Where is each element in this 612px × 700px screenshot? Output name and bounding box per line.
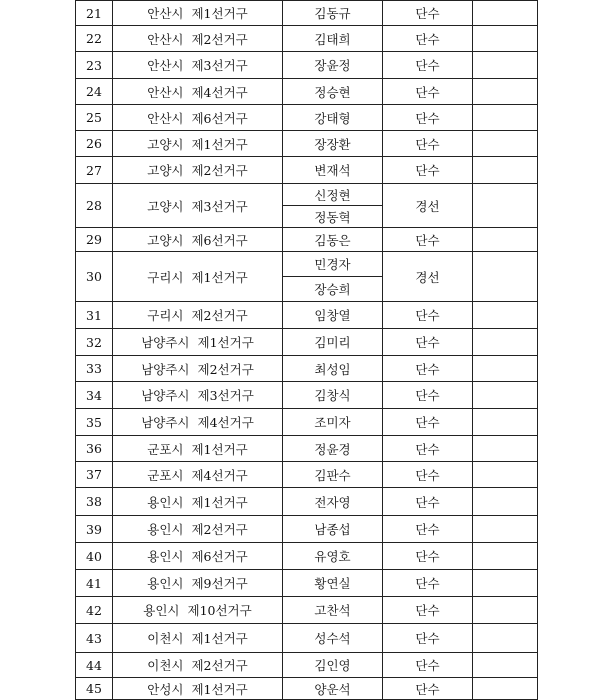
district-number: 제1선거구 <box>197 335 254 350</box>
nomination-type: 단수 <box>383 79 473 105</box>
row-number: 29 <box>76 228 113 252</box>
district-number: 제1선거구 <box>191 631 248 646</box>
nomination-type: 단수 <box>383 382 473 409</box>
candidate-table <box>75 0 538 700</box>
row-number: 38 <box>76 488 113 516</box>
nomination-type: 단수 <box>383 678 473 700</box>
note-cell <box>473 624 538 653</box>
district-number: 제1선거구 <box>191 269 248 285</box>
note-cell <box>473 382 538 409</box>
electoral-district <box>113 624 283 653</box>
candidate-name: 양운석 <box>314 681 351 697</box>
electoral-district <box>113 653 283 678</box>
electoral-district <box>113 228 283 252</box>
candidate-name: 임창열 <box>314 308 351 323</box>
row-number: 45 <box>76 678 113 700</box>
district-city: 이천시 <box>147 658 184 673</box>
candidate-name: 김판수 <box>314 467 351 483</box>
table-row <box>76 462 538 488</box>
candidate-name-list <box>283 252 382 301</box>
candidate-name: 황연실 <box>314 576 351 591</box>
district-city: 남양주시 <box>141 361 190 377</box>
candidate-name-cell <box>283 653 383 678</box>
district-number: 제1선거구 <box>191 441 248 457</box>
table-row <box>76 131 538 157</box>
candidate-name: 김창식 <box>314 388 351 403</box>
nomination-type: 단수 <box>383 228 473 252</box>
nomination-type: 단수 <box>383 1 473 26</box>
candidate-name-cell <box>283 356 383 382</box>
district-city: 안산시 <box>147 84 184 100</box>
district-city: 고양시 <box>147 198 184 214</box>
district-number: 제4선거구 <box>197 415 254 430</box>
candidate-name-cell <box>283 252 383 302</box>
table-row <box>76 356 538 382</box>
row-number: 40 <box>76 543 113 570</box>
row-number: 35 <box>76 409 113 436</box>
nomination-type: 단수 <box>383 516 473 543</box>
row-number: 31 <box>76 302 113 329</box>
nomination-type: 단수 <box>383 624 473 653</box>
note-cell <box>473 409 538 436</box>
district-number: 제9선거구 <box>191 576 248 591</box>
candidate-name: 전자영 <box>314 494 351 510</box>
district-number: 제6선거구 <box>191 549 248 564</box>
row-number: 32 <box>76 329 113 356</box>
candidate-name: 고찬석 <box>314 603 351 618</box>
district-number: 제4선거구 <box>191 84 248 100</box>
candidate-name-cell <box>283 131 383 157</box>
electoral-district <box>113 157 283 184</box>
district-city: 구리시 <box>147 308 184 323</box>
nomination-type: 단수 <box>383 329 473 356</box>
candidate-name: 김인영 <box>314 658 351 673</box>
district-number: 제1선거구 <box>191 136 248 152</box>
table-row <box>76 228 538 252</box>
district-city: 용인시 <box>147 576 184 591</box>
candidate-name-cell <box>283 570 383 597</box>
table-row <box>76 1 538 26</box>
district-city: 이천시 <box>147 631 184 646</box>
candidate-name: 정동혁 <box>283 205 382 227</box>
note-cell <box>473 570 538 597</box>
nomination-type: 단수 <box>383 356 473 382</box>
candidate-name-cell <box>283 597 383 624</box>
candidate-name: 장장환 <box>314 136 351 152</box>
table-row <box>76 653 538 678</box>
note-cell <box>473 1 538 26</box>
candidate-name: 남종섭 <box>314 522 351 537</box>
nomination-type: 단수 <box>383 488 473 516</box>
candidate-name-cell <box>283 516 383 543</box>
row-number: 30 <box>76 252 113 302</box>
candidate-name: 강태형 <box>314 110 351 126</box>
candidate-name: 김태희 <box>314 31 351 47</box>
candidate-name-cell <box>283 1 383 26</box>
nomination-type: 단수 <box>383 26 473 52</box>
row-number: 43 <box>76 624 113 653</box>
district-city: 남양주시 <box>141 388 190 403</box>
district-number: 제6선거구 <box>191 232 248 248</box>
row-number: 25 <box>76 105 113 131</box>
district-number: 제4선거구 <box>191 467 248 483</box>
electoral-district <box>113 329 283 356</box>
candidate-name-cell <box>283 184 383 228</box>
candidate-name-cell <box>283 409 383 436</box>
table-row <box>76 436 538 462</box>
note-cell <box>473 302 538 329</box>
electoral-district <box>113 105 283 131</box>
candidate-name-list <box>283 184 382 227</box>
table-row <box>76 597 538 624</box>
candidate-name: 성수석 <box>314 631 351 646</box>
district-city: 고양시 <box>147 232 184 248</box>
district-city: 안산시 <box>147 31 184 47</box>
electoral-district <box>113 409 283 436</box>
table-row <box>76 488 538 516</box>
row-number: 36 <box>76 436 113 462</box>
row-number: 21 <box>76 1 113 26</box>
note-cell <box>473 516 538 543</box>
candidate-name: 정승현 <box>314 84 351 100</box>
candidate-name-cell <box>283 488 383 516</box>
nomination-type: 단수 <box>383 131 473 157</box>
note-cell <box>473 131 538 157</box>
district-city: 용인시 <box>147 522 184 537</box>
candidate-name-cell <box>283 462 383 488</box>
district-city: 용인시 <box>143 603 180 618</box>
nomination-type: 단수 <box>383 157 473 184</box>
note-cell <box>473 228 538 252</box>
note-cell <box>473 26 538 52</box>
table-row <box>76 516 538 543</box>
note-cell <box>473 488 538 516</box>
candidate-name-cell <box>283 26 383 52</box>
candidate-name: 조미자 <box>314 415 351 430</box>
row-number: 39 <box>76 516 113 543</box>
row-number: 34 <box>76 382 113 409</box>
district-city: 용인시 <box>147 549 184 564</box>
table-row <box>76 409 538 436</box>
row-number: 37 <box>76 462 113 488</box>
note-cell <box>473 52 538 79</box>
candidate-name-cell <box>283 105 383 131</box>
row-number: 33 <box>76 356 113 382</box>
note-cell <box>473 79 538 105</box>
district-city: 구리시 <box>147 269 184 285</box>
nomination-type: 단수 <box>383 52 473 79</box>
nomination-type: 단수 <box>383 543 473 570</box>
electoral-district <box>113 1 283 26</box>
candidate-name-cell <box>283 382 383 409</box>
candidate-name: 김동은 <box>314 232 351 248</box>
electoral-district <box>113 131 283 157</box>
electoral-district <box>113 184 283 228</box>
candidate-name-cell <box>283 624 383 653</box>
candidate-name: 장윤정 <box>314 58 351 73</box>
district-city: 고양시 <box>147 163 184 178</box>
table-row <box>76 252 538 302</box>
candidate-name-cell <box>283 52 383 79</box>
row-number: 22 <box>76 26 113 52</box>
table-row <box>76 26 538 52</box>
district-city: 군포시 <box>147 441 184 457</box>
candidate-name-cell <box>283 678 383 700</box>
electoral-district <box>113 678 283 700</box>
nomination-type: 단수 <box>383 462 473 488</box>
candidate-name: 김동규 <box>314 6 351 21</box>
electoral-district <box>113 488 283 516</box>
district-number: 제1선거구 <box>191 494 248 510</box>
table-row <box>76 184 538 228</box>
table-row <box>76 329 538 356</box>
table-row <box>76 382 538 409</box>
candidate-name-cell <box>283 228 383 252</box>
district-number: 제2선거구 <box>191 163 248 178</box>
district-number: 제3선거구 <box>191 58 248 73</box>
nomination-type: 단수 <box>383 302 473 329</box>
note-cell <box>473 356 538 382</box>
nomination-type: 단수 <box>383 409 473 436</box>
district-number: 제1선거구 <box>191 681 248 697</box>
row-number: 44 <box>76 653 113 678</box>
candidate-name: 김미리 <box>314 335 351 350</box>
district-city: 용인시 <box>147 494 184 510</box>
candidate-name: 정윤경 <box>314 441 351 457</box>
candidate-name: 신정현 <box>314 187 351 203</box>
district-city: 고양시 <box>147 136 184 152</box>
candidate-name-cell <box>283 157 383 184</box>
table-row <box>76 52 538 79</box>
electoral-district <box>113 302 283 329</box>
candidate-name: 유영호 <box>314 549 351 564</box>
nomination-type: 경선 <box>383 252 473 302</box>
district-city: 군포시 <box>147 467 184 483</box>
district-number: 제10선거구 <box>187 603 252 618</box>
nomination-type: 경선 <box>383 184 473 228</box>
table-row <box>76 302 538 329</box>
electoral-district <box>113 436 283 462</box>
candidate-name: 최성임 <box>314 361 351 377</box>
electoral-district <box>113 52 283 79</box>
note-cell <box>473 653 538 678</box>
district-city: 안성시 <box>147 681 184 697</box>
row-number: 23 <box>76 52 113 79</box>
district-city: 안산시 <box>147 110 184 126</box>
table-row <box>76 79 538 105</box>
row-number: 26 <box>76 131 113 157</box>
row-number: 27 <box>76 157 113 184</box>
nomination-type: 단수 <box>383 653 473 678</box>
candidate-table-body <box>76 1 538 700</box>
electoral-district <box>113 79 283 105</box>
district-number: 제2선거구 <box>191 522 248 537</box>
electoral-district <box>113 356 283 382</box>
candidate-name: 변재석 <box>314 163 351 178</box>
note-cell <box>473 157 538 184</box>
electoral-district <box>113 252 283 302</box>
row-number: 42 <box>76 597 113 624</box>
candidate-name-cell <box>283 79 383 105</box>
note-cell <box>473 543 538 570</box>
table-row <box>76 543 538 570</box>
nomination-type: 단수 <box>383 597 473 624</box>
table-row <box>76 157 538 184</box>
note-cell <box>473 462 538 488</box>
nomination-type: 단수 <box>383 570 473 597</box>
candidate-name-cell <box>283 543 383 570</box>
district-number: 제6선거구 <box>191 110 248 126</box>
district-city: 남양주시 <box>141 415 190 430</box>
candidate-name: 장승희 <box>283 276 382 301</box>
note-cell <box>473 597 538 624</box>
electoral-district <box>113 462 283 488</box>
electoral-district <box>113 26 283 52</box>
district-number: 제2선거구 <box>191 658 248 673</box>
district-number: 제3선거구 <box>191 198 248 214</box>
electoral-district <box>113 570 283 597</box>
electoral-district <box>113 382 283 409</box>
row-number: 28 <box>76 184 113 228</box>
nomination-type: 단수 <box>383 436 473 462</box>
electoral-district <box>113 597 283 624</box>
candidate-name-cell <box>283 436 383 462</box>
electoral-district <box>113 516 283 543</box>
district-city: 안산시 <box>147 58 184 73</box>
candidate-name-cell <box>283 302 383 329</box>
district-city: 남양주시 <box>141 335 190 350</box>
nomination-type: 단수 <box>383 105 473 131</box>
table-row <box>76 678 538 700</box>
district-number: 제3선거구 <box>197 388 254 403</box>
candidate-name: 민경자 <box>314 257 351 272</box>
district-number: 제2선거구 <box>197 361 254 377</box>
row-number: 41 <box>76 570 113 597</box>
district-number: 제2선거구 <box>191 308 248 323</box>
district-number: 제1선거구 <box>191 6 248 21</box>
note-cell <box>473 184 538 228</box>
note-cell <box>473 329 538 356</box>
note-cell <box>473 105 538 131</box>
table-row <box>76 624 538 653</box>
table-row <box>76 105 538 131</box>
district-number: 제2선거구 <box>191 31 248 47</box>
district-city: 안산시 <box>147 6 184 21</box>
row-number: 24 <box>76 79 113 105</box>
table-row <box>76 570 538 597</box>
candidate-name-cell <box>283 329 383 356</box>
note-cell <box>473 252 538 302</box>
note-cell <box>473 678 538 700</box>
note-cell <box>473 436 538 462</box>
electoral-district <box>113 543 283 570</box>
